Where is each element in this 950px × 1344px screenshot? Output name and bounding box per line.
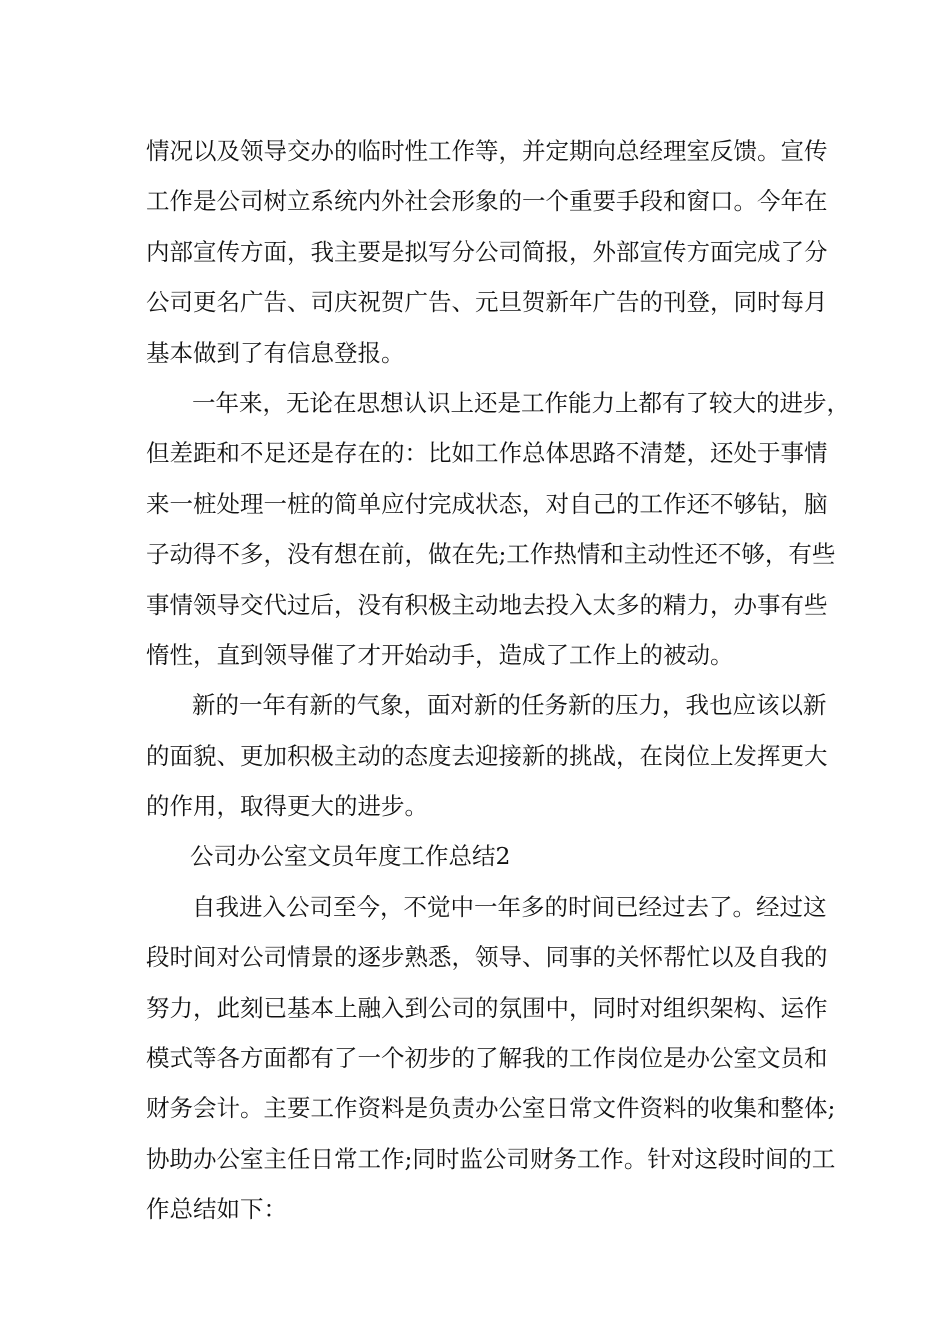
paragraph-first-line: 自我进入公司至今，不觉中一年多的时间已经过去了。经过这 (192, 892, 827, 921)
text-line: 的作用，取得更大的进步。 (146, 792, 428, 821)
text-line: 惰性，直到领导催了才开始动手，造成了工作上的被动。 (146, 640, 734, 669)
text-line: 工作是公司树立系统内外社会形象的一个重要手段和窗口。今年在 (146, 187, 828, 216)
text-line: 的面貌、更加积极主动的态度去迎接新的挑战，在岗位上发挥更大 (146, 741, 828, 770)
text-line: 模式等各方面都有了一个初步的了解我的工作岗位是办公室文员和 (146, 1044, 828, 1073)
text-line: 内部宣传方面，我主要是拟写分公司简报，外部宣传方面完成了分 (146, 237, 828, 266)
text-line: 作总结如下： (146, 1195, 287, 1224)
paragraph-first-line: 一年来，无论在思想认识上还是工作能力上都有了较大的进步， (192, 388, 850, 417)
text-line: 努力，此刻已基本上融入到公司的氛围中，同时对组织架构、运作 (146, 993, 828, 1022)
text-line: 基本做到了有信息登报。 (146, 338, 405, 367)
text-line: 子动得不多，没有想在前，做在先;工作热情和主动性还不够，有些 (146, 540, 836, 569)
section-heading: 公司办公室文员年度工作总结2 (190, 842, 511, 871)
text-line: 协助办公室主任日常工作;同时监公司财务工作。针对这段时间的工 (146, 1144, 836, 1173)
text-line: 情况以及领导交办的临时性工作等，并定期向总经理室反馈。宣传 (146, 137, 828, 165)
text-line: 段时间对公司情景的逐步熟悉，领导、同事的关怀帮忙以及自我的 (146, 943, 828, 972)
paragraph-first-line: 新的一年有新的气象，面对新的任务新的压力，我也应该以新 (192, 691, 827, 720)
document-body (146, 126, 850, 1235)
text-line: 事情领导交代过后，没有积极主动地去投入太多的精力，办事有些 (146, 590, 828, 619)
text-line: 财务会计。主要工作资料是负责办公室日常文件资料的收集和整体; (146, 1094, 836, 1123)
text-line: 来一桩处理一桩的简单应付完成状态，对自己的工作还不够钻，脑 (146, 489, 828, 518)
text-line: 但差距和不足还是存在的：比如工作总体思路不清楚，还处于事情 (146, 439, 828, 468)
text-line: 公司更名广告、司庆祝贺广告、元旦贺新年广告的刊登，同时每月 (146, 288, 828, 317)
